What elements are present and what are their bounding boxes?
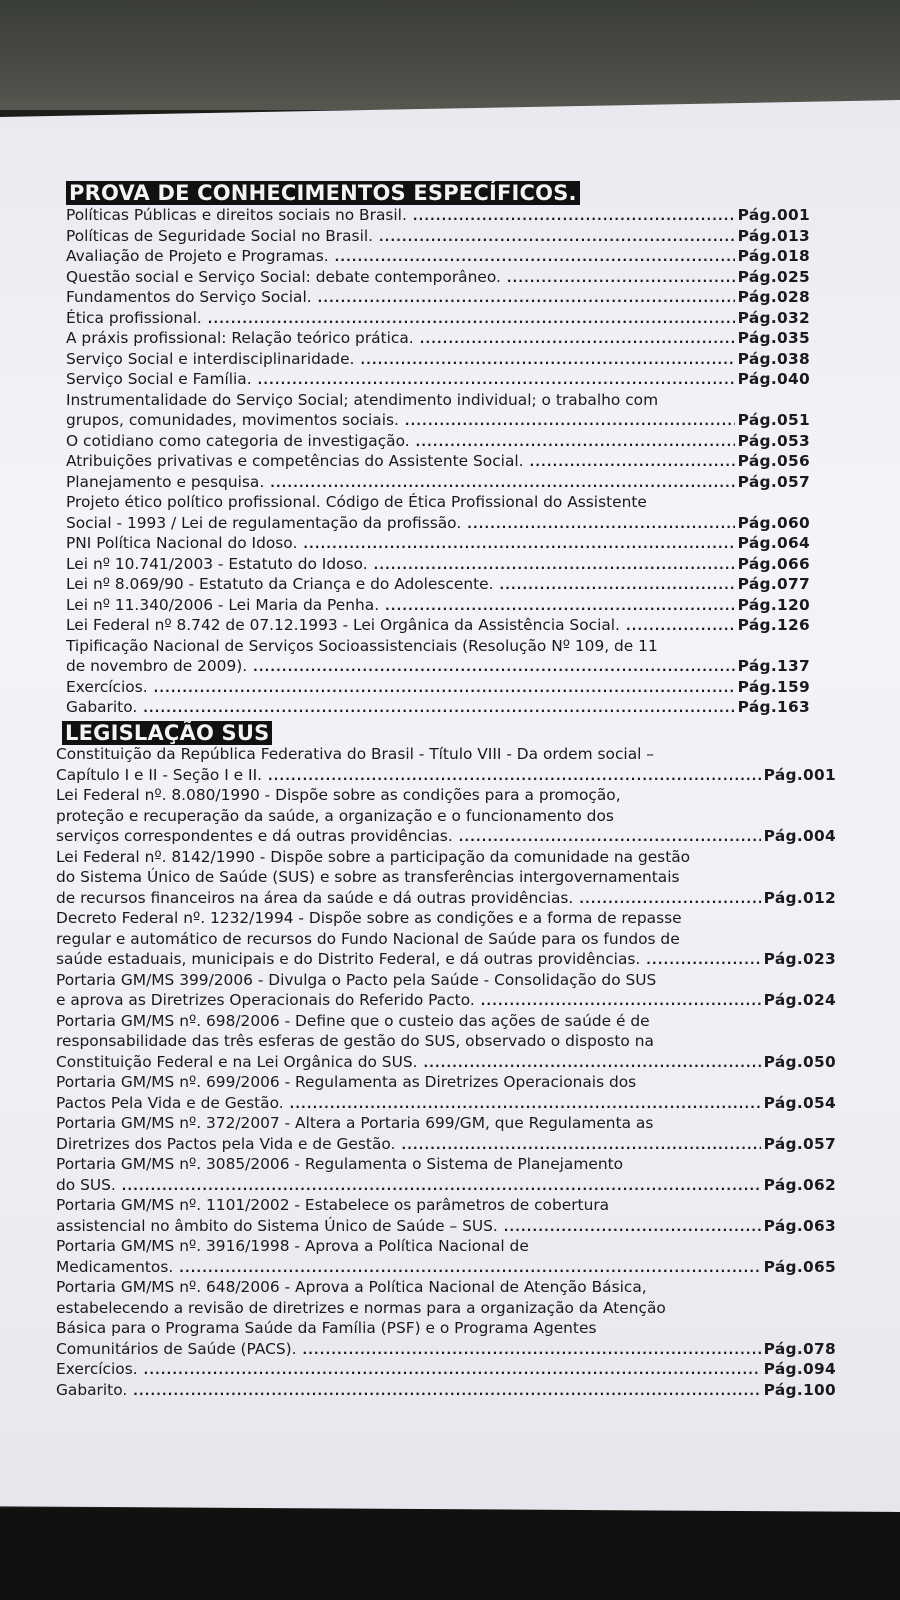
toc-line	[66, 636, 810, 657]
page-number: Pág.077	[737, 575, 810, 593]
toc-entry-text: saúde estaduais, municipais e do Distrito Federal, e dá outras providências.	[56, 950, 641, 968]
dot-leader	[504, 1217, 761, 1237]
toc-entry	[66, 390, 810, 431]
toc-entry-text: Lei nº 10.741/2003 - Estatuto do Idoso.	[66, 554, 368, 573]
toc-line	[66, 349, 810, 370]
toc-entry-text: Decreto Federal nº. 1232/1994 - Dispõe sobre as condições e a forma de repasse	[56, 909, 682, 927]
toc-line	[56, 765, 836, 786]
dot-leader	[122, 1176, 761, 1196]
toc-line	[66, 431, 810, 452]
toc-entry-text: Pactos Pela Vida e de Gestão.	[56, 1093, 284, 1112]
dot-leader	[405, 411, 735, 431]
dot-leader	[530, 452, 735, 472]
toc-entry	[66, 636, 810, 677]
toc-entry-text: O cotidiano como categoria de investigação.	[66, 431, 410, 450]
toc-entry	[56, 785, 836, 847]
toc-entry	[56, 1113, 836, 1154]
toc-entry-text: Questão social e Serviço Social: debate contemporâneo.	[66, 267, 501, 286]
dot-leader	[481, 991, 761, 1011]
toc-entry	[66, 226, 810, 247]
toc-entry-text: Portaria GM/MS nº. 3916/1998 - Aprova a Política Nacional de	[56, 1237, 529, 1255]
toc-entry	[66, 554, 810, 575]
page-number: Pág.012	[763, 888, 836, 907]
dot-leader	[258, 370, 735, 390]
toc-entry-text: Exercícios.	[66, 677, 148, 696]
dot-leader	[270, 473, 734, 493]
toc-entry	[56, 847, 836, 909]
page-number: Pág.062	[763, 1175, 836, 1194]
toc-line	[66, 697, 810, 718]
toc-line	[56, 1339, 836, 1360]
dot-leader	[401, 1135, 760, 1155]
toc-entry-text: Medicamentos.	[56, 1257, 174, 1276]
dot-leader	[579, 889, 760, 909]
toc-entry-text: Tipificação Nacional de Serviços Socioassistenciais (Resolução Nº 109, de 11	[66, 636, 658, 655]
toc-line	[56, 826, 836, 847]
page-number: Pág.028	[737, 288, 810, 306]
toc-entry-text: Básica para o Programa Saúde da Família (PSF) e o Programa Agentes	[56, 1319, 597, 1337]
dot-leader	[208, 309, 735, 329]
toc-entry	[56, 970, 836, 1011]
dot-leader	[154, 678, 735, 698]
toc-entry-text: Fundamentos do Serviço Social.	[66, 288, 312, 306]
toc-line	[56, 908, 836, 929]
toc-line	[56, 970, 836, 991]
toc-entry-text: Exercícios.	[56, 1360, 138, 1378]
toc-line	[66, 677, 810, 698]
toc-entry	[66, 246, 810, 267]
toc-line	[66, 390, 810, 411]
toc-line	[66, 554, 810, 575]
page-number: Pág.159	[737, 677, 810, 696]
table-of-contents-especificos	[66, 205, 810, 718]
dot-leader	[360, 350, 734, 370]
toc-entry-text: Lei Federal nº. 8142/1990 - Dispõe sobre a participação da comunidade na gestão	[56, 847, 691, 866]
toc-line	[56, 867, 836, 888]
toc-entry-text: grupos, comunidades, movimentos sociais.	[66, 411, 399, 429]
dot-leader	[413, 206, 735, 226]
dot-leader	[143, 698, 734, 718]
toc-entry	[66, 595, 810, 616]
toc-entry	[66, 492, 810, 533]
toc-entry-text: proteção e recuperação da saúde, a organização e o funcionamento dos	[56, 806, 614, 825]
page-number: Pág.120	[737, 595, 810, 614]
toc-entry	[66, 287, 810, 308]
toc-line	[56, 1359, 836, 1380]
dot-leader	[424, 1053, 761, 1073]
page-number: Pág.094	[763, 1360, 836, 1378]
toc-entry-text: regular e automático de recursos do Fundo Nacional de Saúde para os fundos de	[56, 929, 680, 948]
toc-entry-text: Portaria GM/MS nº. 698/2006 - Define que o custeio das ações de saúde é de	[56, 1011, 650, 1030]
toc-entry-text: de novembro de 2009).	[66, 657, 248, 675]
dot-leader	[385, 596, 735, 616]
toc-line	[66, 328, 810, 349]
page-number: Pág.063	[763, 1216, 836, 1235]
page-number: Pág.051	[737, 411, 810, 429]
page-number: Pág.056	[737, 452, 810, 470]
toc-entry	[56, 1072, 836, 1113]
toc-entry-text: Portaria GM/MS nº. 1101/2002 - Estabelece os parâmetros de cobertura	[56, 1196, 610, 1214]
page-number: Pág.035	[737, 329, 810, 347]
toc-entry	[66, 697, 810, 718]
toc-entry-text: Portaria GM/MS nº. 648/2006 - Aprova a Política Nacional de Atenção Básica,	[56, 1278, 647, 1296]
toc-line	[56, 1154, 836, 1175]
toc-entry-text: Avaliação de Projeto e Programas.	[66, 247, 329, 265]
toc-entry-text: do Sistema Único de Saúde (SUS) e sobre as transferências intergovernamentais	[56, 868, 680, 886]
toc-line	[56, 1380, 836, 1401]
toc-line	[66, 595, 810, 616]
table-of-contents-sus	[56, 744, 836, 1400]
dot-leader	[467, 514, 734, 534]
dot-leader	[335, 247, 735, 267]
page-number: Pág.025	[737, 267, 810, 286]
toc-line	[56, 1236, 836, 1257]
toc-line	[66, 533, 810, 554]
page-number: Pág.066	[737, 554, 810, 573]
toc-line	[66, 410, 810, 431]
toc-line	[66, 267, 810, 288]
toc-entry	[56, 1359, 836, 1380]
toc-line	[66, 226, 810, 247]
toc-line	[66, 308, 810, 329]
page-number: Pág.050	[763, 1052, 836, 1071]
toc-entry-text: Capítulo I e II - Seção I e II.	[56, 765, 263, 784]
toc-entry-text: Portaria GM/MS nº. 699/2006 - Regulamenta as Diretrizes Operacionais dos	[56, 1073, 637, 1091]
page-number: Pág.078	[763, 1339, 836, 1358]
dot-leader	[144, 1360, 761, 1380]
toc-entry-text: Atribuições privativas e competências do Assistente Social.	[66, 452, 524, 470]
toc-entry-text: do SUS.	[56, 1175, 116, 1194]
toc-line	[56, 1011, 836, 1032]
toc-entry-text: responsabilidade das três esferas de gestão do SUS, observado o disposto na	[56, 1032, 654, 1050]
toc-entry-text: Portaria GM/MS 399/2006 - Divulga o Pacto pela Saúde - Consolidação do SUS	[56, 970, 657, 989]
toc-entry	[66, 472, 810, 493]
toc-entry-text: Portaria GM/MS nº. 372/2007 - Altera a Portaria 699/GM, que Regulamenta as	[56, 1114, 654, 1132]
toc-entry	[66, 267, 810, 288]
toc-entry-text: assistencial no âmbito do Sistema Único de Saúde – SUS.	[56, 1216, 498, 1235]
dot-leader	[253, 657, 735, 677]
page-number: Pág.057	[737, 472, 810, 491]
page-number: Pág.032	[737, 308, 810, 327]
page-number: Pág.023	[763, 950, 836, 968]
toc-line	[56, 1277, 836, 1298]
toc-entry-text: Social - 1993 / Lei de regulamentação da profissão.	[66, 513, 462, 532]
section-title-conhecimentos-especificos: PROVA DE CONHECIMENTOS ESPECÍFICOS.	[66, 181, 580, 205]
toc-entry-text: Diretrizes dos Pactos pela Vida e de Gestão.	[56, 1134, 396, 1153]
toc-line	[56, 806, 836, 827]
toc-entry-text: Projeto ético político profissional. Código de Ética Profissional do Assistente	[66, 493, 647, 511]
toc-line	[56, 1257, 836, 1278]
dot-leader	[303, 1340, 761, 1360]
dot-leader	[374, 555, 735, 575]
toc-entry-text: e aprova as Diretrizes Operacionais do Referido Pacto.	[56, 991, 475, 1009]
page-number: Pág.004	[763, 827, 836, 845]
toc-line	[56, 1175, 836, 1196]
page-number: Pág.126	[737, 616, 810, 634]
toc-line	[56, 1093, 836, 1114]
page-number: Pág.018	[737, 247, 810, 265]
toc-line	[56, 1052, 836, 1073]
toc-line	[66, 492, 810, 513]
toc-entry	[56, 744, 836, 785]
toc-line	[56, 929, 836, 950]
toc-line	[56, 1113, 836, 1134]
toc-entry-text: Lei nº 11.340/2006 - Lei Maria da Penha.	[66, 595, 380, 614]
page-number: Pág.137	[737, 657, 810, 675]
toc-entry	[56, 1380, 836, 1401]
dot-leader	[420, 329, 735, 349]
section-title-legislacao-sus: LEGISLAÇÃO SUS	[62, 721, 272, 745]
dot-leader	[507, 268, 735, 288]
dot-leader	[290, 1094, 761, 1114]
toc-line	[56, 1031, 836, 1052]
toc-entry-text: Serviço Social e interdisciplinaridade.	[66, 349, 355, 368]
toc-entry	[66, 615, 810, 636]
toc-entry-text: Gabarito.	[56, 1380, 128, 1399]
toc-entry	[66, 369, 810, 390]
toc-line	[66, 656, 810, 677]
toc-line	[56, 1216, 836, 1237]
page-number: Pág.013	[737, 226, 810, 245]
toc-entry-text: Constituição da República Federativa do Brasil - Título VIII - Da ordem social –	[56, 745, 655, 763]
toc-entry	[56, 1011, 836, 1073]
toc-line	[56, 1195, 836, 1216]
toc-entry	[66, 349, 810, 370]
toc-entry	[66, 574, 810, 595]
page-number: Pág.024	[763, 991, 836, 1009]
toc-entry-text: Políticas Públicas e direitos sociais no Brasil.	[66, 206, 407, 224]
toc-entry-text: Serviço Social e Família.	[66, 370, 252, 388]
dot-leader	[459, 827, 761, 847]
page-number: Pág.065	[763, 1257, 836, 1276]
page-number: Pág.060	[737, 513, 810, 532]
dot-leader	[318, 288, 735, 308]
page-number: Pág.054	[763, 1093, 836, 1112]
toc-entry	[66, 677, 810, 698]
page-number: Pág.001	[763, 765, 836, 784]
toc-line	[66, 451, 810, 472]
page-number: Pág.100	[763, 1380, 836, 1399]
toc-entry-text: A práxis profissional: Relação teórico prática.	[66, 329, 414, 347]
toc-entry	[66, 328, 810, 349]
dot-leader	[646, 950, 760, 970]
dot-leader	[133, 1381, 760, 1401]
toc-entry	[66, 308, 810, 329]
dot-leader	[626, 616, 735, 636]
page-number: Pág.001	[737, 206, 810, 224]
toc-line	[66, 472, 810, 493]
toc-line	[66, 287, 810, 308]
toc-entry	[56, 1277, 836, 1359]
toc-entry	[66, 451, 810, 472]
page-number: Pág.064	[737, 534, 810, 552]
toc-entry	[66, 431, 810, 452]
toc-line	[66, 246, 810, 267]
toc-line	[56, 847, 836, 868]
toc-entry-text: Lei Federal nº. 8.080/1990 - Dispõe sobre as condições para a promoção,	[56, 786, 621, 804]
toc-entry-text: Comunitários de Saúde (PACS).	[56, 1339, 297, 1358]
toc-entry	[56, 1195, 836, 1236]
page-number: Pág.040	[737, 370, 810, 388]
toc-entry-text: PNI Política Nacional do Idoso.	[66, 534, 298, 552]
toc-entry-text: Ética profissional.	[66, 308, 202, 327]
page-number: Pág.057	[763, 1134, 836, 1153]
toc-line	[66, 574, 810, 595]
dot-leader	[500, 575, 735, 595]
toc-entry-text: Políticas de Seguridade Social no Brasil.	[66, 226, 374, 245]
toc-line	[56, 990, 836, 1011]
dot-leader	[416, 432, 735, 452]
toc-line	[56, 1134, 836, 1155]
toc-entry-text: Lei nº 8.069/90 - Estatuto da Criança e do Adolescente.	[66, 575, 494, 593]
dot-leader	[379, 227, 735, 247]
toc-line	[66, 513, 810, 534]
toc-entry-text: Planejamento e pesquisa.	[66, 472, 265, 491]
toc-entry	[56, 1236, 836, 1277]
toc-entry	[66, 533, 810, 554]
toc-entry	[56, 908, 836, 970]
dot-leader	[303, 534, 734, 554]
toc-line	[56, 1298, 836, 1319]
page-number: Pág.163	[737, 698, 810, 716]
toc-entry-text: Lei Federal nº 8.742 de 07.12.1993 - Lei Orgânica da Assistência Social.	[66, 616, 620, 634]
toc-line	[66, 369, 810, 390]
toc-line	[56, 888, 836, 909]
dot-leader	[179, 1258, 760, 1278]
toc-line	[66, 615, 810, 636]
toc-entry-text: de recursos financeiros na área da saúde e dá outras providências.	[56, 888, 574, 907]
toc-line	[56, 949, 836, 970]
toc-entry	[66, 205, 810, 226]
toc-entry-text: estabelecendo a revisão de diretrizes e normas para a organização da Atenção	[56, 1298, 666, 1317]
page-number: Pág.053	[737, 431, 810, 450]
toc-line	[56, 1072, 836, 1093]
page-number: Pág.038	[737, 349, 810, 368]
toc-line	[56, 785, 836, 806]
toc-entry-text: serviços correspondentes e dá outras providências.	[56, 827, 453, 845]
toc-line	[66, 205, 810, 226]
toc-entry-text: Gabarito.	[66, 698, 138, 716]
toc-entry-text: Instrumentalidade do Serviço Social; atendimento individual; o trabalho com	[66, 390, 659, 409]
toc-entry	[56, 1154, 836, 1195]
toc-entry-text: Constituição Federal e na Lei Orgânica do SUS.	[56, 1052, 418, 1071]
toc-entry-text: Portaria GM/MS nº. 3085/2006 - Regulamenta o Sistema de Planejamento	[56, 1155, 624, 1173]
dot-leader	[268, 766, 761, 786]
toc-line	[56, 1318, 836, 1339]
toc-line	[56, 744, 836, 765]
